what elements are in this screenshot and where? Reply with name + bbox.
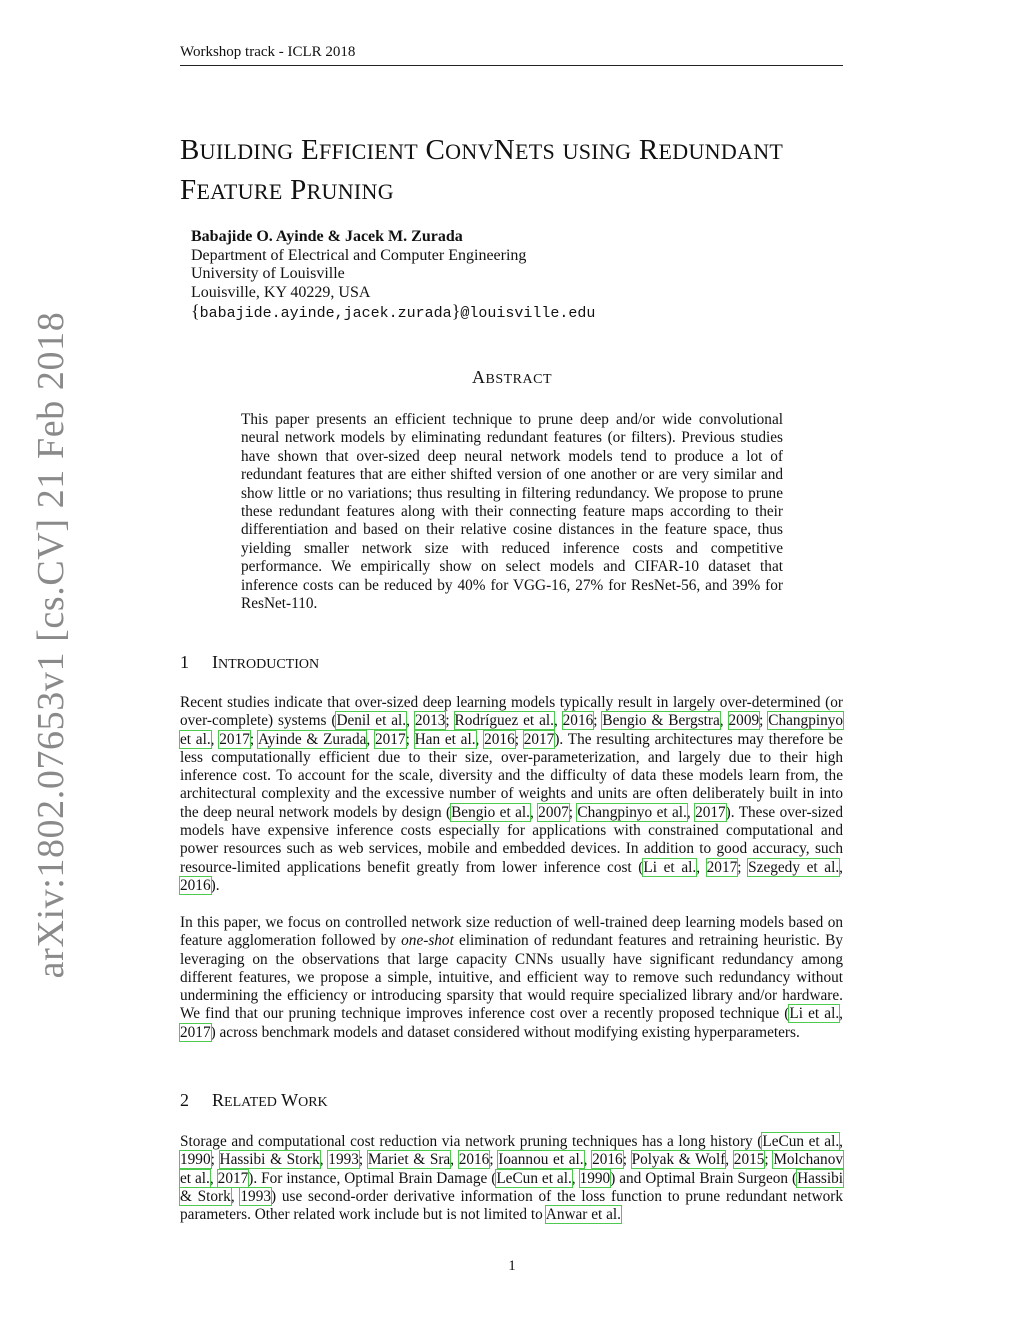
citation-link[interactable]: Hassibi & Stork bbox=[219, 1151, 320, 1169]
citation-link[interactable]: 1993 bbox=[240, 1187, 271, 1205]
intro-paragraph-1: Recent studies indicate that over-sized deep learning models typically result in largely over-determined (or over-complete) systems (Denil et al., 2013; Rodríguez et al., 2016; Bengio & Bergstra, 2009; Changpinyo et al., 2017; Ayinde & Zurada, 2017; Han et al., 2016; 2017). The resulting architectures may therefore be less computationally efficient due to their size, over-parameterization, and largely due to their high inference cost. To account for the scale, diversity and the difficulty of data these models learn from, the architectural complexity and the excessive number of weights and units are often deliberately built in into the deep neural network models by design (Bengio et al., 2007; Changpinyo et al., 2017). These over-sized models have expensive inference costs especially for applications with constrained computational and power resources such as web services, mobile and embedded devices. In addition to good accuracy, such resource-limited applications benefit greatly from lower inference cost (Li et al., 2017; Szegedy et al., 2016). bbox=[180, 694, 844, 894]
citation-link[interactable]: Bengio et al. bbox=[451, 803, 530, 821]
citation-link[interactable]: LeCun et al. bbox=[496, 1169, 572, 1187]
citation-link[interactable]: 2017 bbox=[375, 730, 406, 748]
author-address: Louisville, KY 40229, USA bbox=[191, 283, 371, 301]
abstract-body: This paper presents an efficient technique to prune deep and/or wide convolutional neural network models by eliminating redundant features (or filters). Previous studies have shown that over-sized deep neural network models tend to produce a lot of redundant features that are either shifted version of one another or are very similar and show little or no variations; thus resulting in filtering redundancy. We propose to prune these redundant features along with their connecting feature maps according to their differentiation and based on their relative cosine distances in the feature space, thus yielding smaller network size with reduced inference costs and competitive performance. We empirically show on select models and CIFAR-10 dataset that inference costs can be reduced by 40% for VGG-16, 27% for ResNet-56, and 39% for ResNet-110. bbox=[241, 411, 783, 613]
citation-link[interactable]: 2017 bbox=[217, 1169, 249, 1187]
arxiv-identifier: arXiv:1802.07653v1 [cs.CV] 21 Feb 2018 bbox=[30, 311, 72, 979]
citation-link[interactable]: Szegedy et al. bbox=[748, 858, 840, 876]
citation-link[interactable]: 2015 bbox=[733, 1151, 765, 1169]
citation-link[interactable]: Bengio & Bergstra bbox=[602, 712, 720, 730]
citation-link[interactable]: Mariet & Sra bbox=[367, 1151, 451, 1169]
citation-link[interactable]: Hassibi & Stork bbox=[180, 1169, 844, 1205]
citation-link[interactable]: 2017 bbox=[180, 1023, 211, 1041]
citation-link[interactable]: 2017 bbox=[523, 730, 555, 748]
citation-link[interactable]: 2013 bbox=[414, 712, 446, 730]
citation-link[interactable]: 2016 bbox=[592, 1151, 623, 1169]
citation-link[interactable]: Molchanov et al. bbox=[180, 1151, 843, 1187]
intro-paragraph-2: In this paper, we focus on controlled network size reduction of well-trained deep learning models based on feature agglomeration followed by one-shot elimination of redundant features and retraining heuristic. By leveraging on the observations that large capacity CNNs usually have significant redundancy among different features, we propose a simple, intuitive, and efficient way to remove such redundancy without undermining the efficiency or introducing sparsity that would require specialized library and/or hardware. We find that our pruning technique improves inference cost over a recently proposed technique (Li et al., 2017) across benchmark models and dataset considered without modifying existing hyperparameters. bbox=[180, 914, 844, 1041]
author-names: Babajide O. Ayinde & Jacek M. Zurada bbox=[191, 228, 463, 245]
citation-link[interactable]: Changpinyo et al. bbox=[180, 712, 844, 748]
citation-link[interactable]: 2016 bbox=[562, 712, 594, 730]
citation-link[interactable]: Han et al. bbox=[414, 730, 476, 748]
citation-link[interactable]: Changpinyo et al. bbox=[577, 803, 687, 821]
author-department: Department of Electrical and Computer Engineering bbox=[191, 246, 527, 264]
citation-link[interactable]: 2016 bbox=[484, 730, 515, 748]
author-university: University of Louisville bbox=[191, 265, 345, 283]
citation-link[interactable]: 2007 bbox=[538, 803, 569, 821]
paper-title: BUILDING EFFICIENT CONVNETS USING REDUNDANT FEATURE PRUNING bbox=[180, 134, 784, 206]
section-heading-introduction: 1 INTRODUCTION bbox=[180, 652, 320, 672]
page-number: 1 bbox=[508, 1258, 516, 1274]
citation-link[interactable]: 1990 bbox=[579, 1169, 611, 1187]
citation-link[interactable]: Ioannou et al. bbox=[498, 1151, 584, 1169]
citation-link[interactable]: LeCun et al. bbox=[762, 1133, 840, 1150]
section-heading-related-work: 2 RELATED WORK bbox=[180, 1090, 328, 1110]
author-block bbox=[191, 228, 595, 324]
citation-link[interactable]: Li et al. bbox=[643, 858, 697, 876]
citation-link[interactable]: Ayinde & Zurada bbox=[258, 730, 367, 748]
citation-link[interactable]: 2016 bbox=[458, 1151, 490, 1169]
citation-link[interactable]: Denil et al. bbox=[336, 712, 407, 730]
citation-link[interactable]: 1993 bbox=[328, 1151, 359, 1169]
author-email: {babajide.ayinde,jacek.zurada}@louisville.edu bbox=[191, 301, 596, 323]
citation-link[interactable]: Polyak & Wolf bbox=[631, 1151, 726, 1169]
citation-link[interactable]: 2017 bbox=[695, 803, 726, 821]
abstract-heading: ABSTRACT bbox=[471, 367, 552, 387]
citation-link[interactable]: 2009 bbox=[728, 712, 760, 730]
related-work-paragraph-1: Storage and computational cost reduction via network pruning techniques has a long history (LeCun et al., 1990; Hassibi & Stork, 1993; Mariet & Sra, 2016; Ioannou et al., 2016; Polyak & Wolf, 2015; Molchanov et al., 2017). For instance, Optimal Brain Damage (LeCun et al., 1990) and Optimal Brain Surgeon (Hassibi & Stork, 1993) use second-order derivative information of the loss function to prune redundant network parameters. Other related work include but is not limited to Anwar et al. bbox=[180, 1133, 844, 1224]
citation-link[interactable]: Anwar et al. bbox=[545, 1206, 621, 1224]
running-header: Workshop track - ICLR 2018 bbox=[180, 44, 356, 60]
citation-link[interactable]: 2017 bbox=[706, 858, 738, 876]
citation-link[interactable]: Rodríguez et al. bbox=[454, 712, 554, 730]
citation-link[interactable]: 2017 bbox=[219, 730, 250, 748]
header-rule bbox=[180, 65, 843, 66]
citation-link[interactable]: Li et al. bbox=[789, 1005, 840, 1023]
citation-link[interactable]: 2016 bbox=[180, 876, 211, 894]
citation-link[interactable]: 1990 bbox=[180, 1151, 211, 1169]
